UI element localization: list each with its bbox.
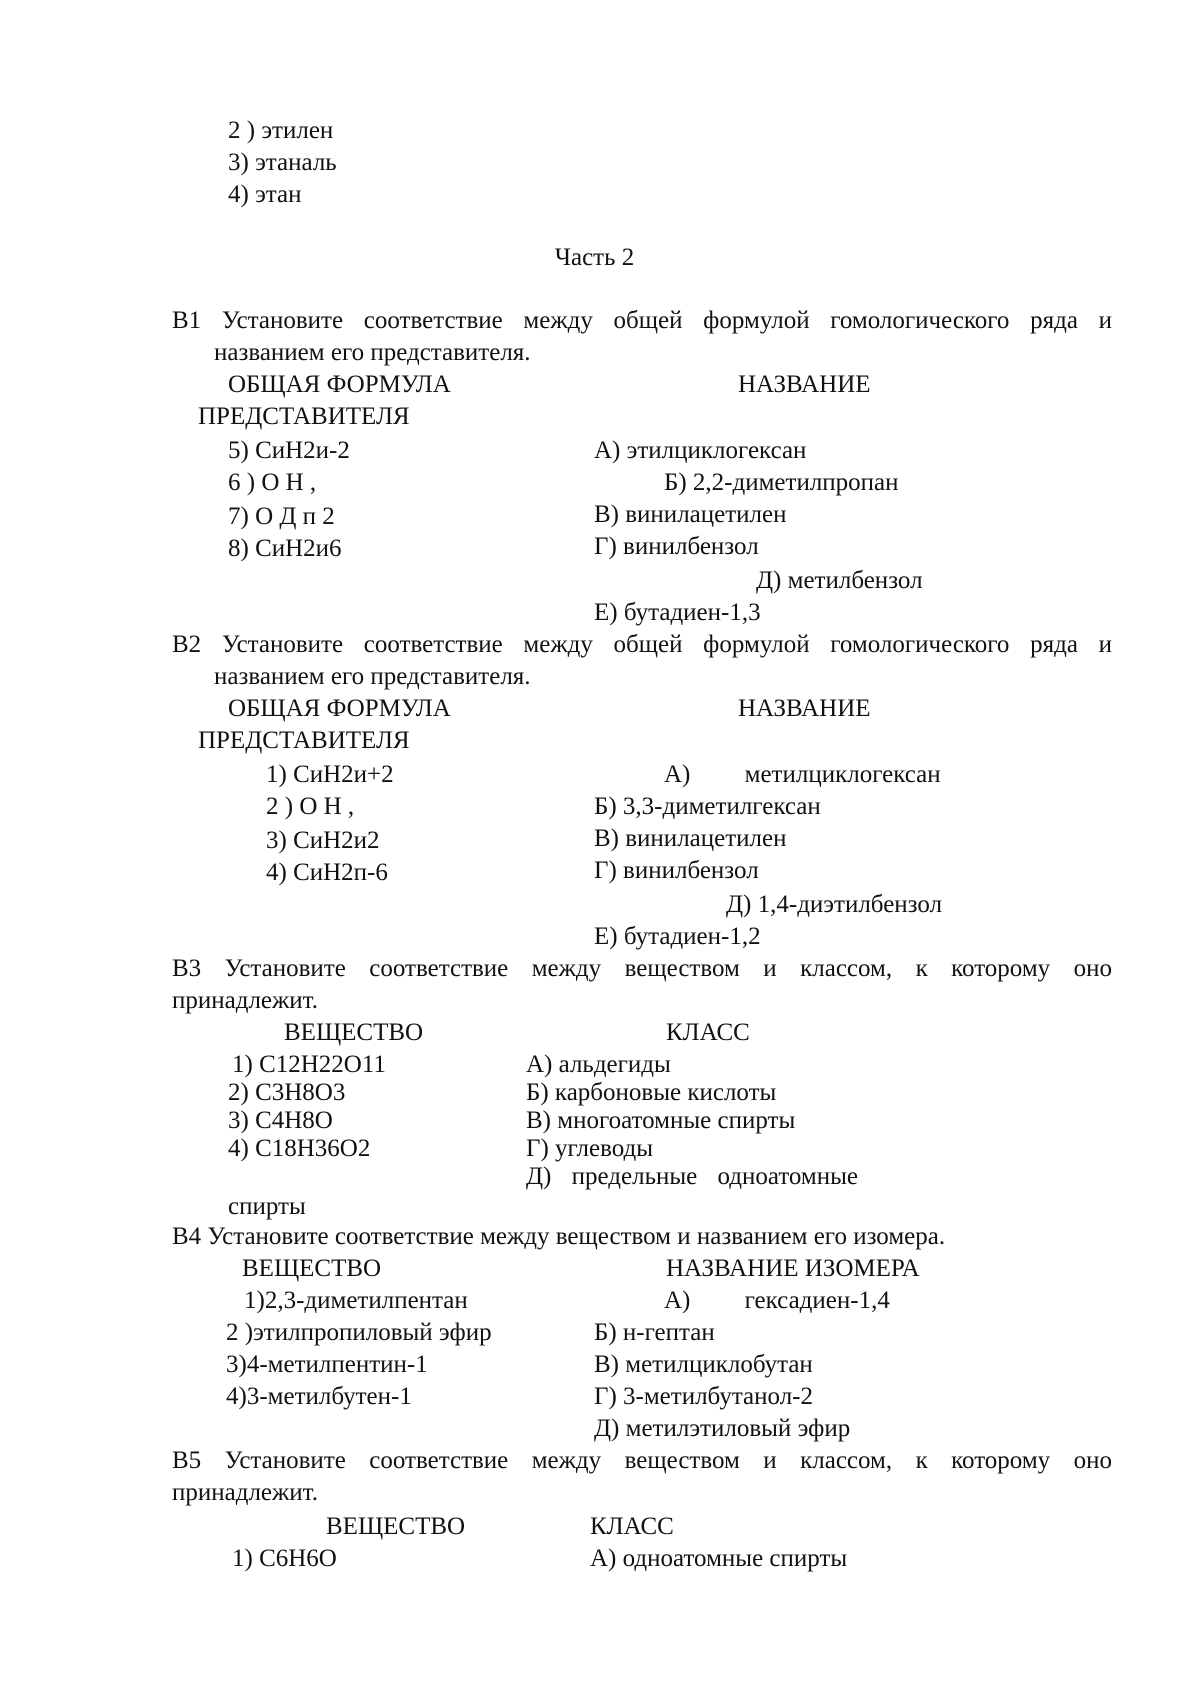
column-header-left: ОБЩАЯ ФОРМУЛА [228, 371, 451, 398]
substance-item: 2 )этилпропиловый эфир [226, 1319, 492, 1346]
column-header-right: НАЗВАНИЕ ИЗОМЕРА [666, 1255, 920, 1282]
formula-item: 2 ) O H , [266, 793, 355, 820]
substance-item: 4) C18H36O2 [228, 1135, 371, 1162]
substance-item: 3)4-метилпентин-1 [226, 1351, 428, 1378]
isomer-item: В) метилциклобутан [594, 1351, 813, 1378]
class-item: В) многоатомные спирты [526, 1107, 796, 1134]
question-b1-cont: названием его представителя. [214, 339, 531, 366]
class-item: А) одноатомные спирты [590, 1545, 848, 1572]
column-header-right: НАЗВАНИЕ [738, 371, 871, 398]
question-b3-cont: принадлежит. [172, 987, 318, 1014]
column-header-right: НАЗВАНИЕ [738, 695, 871, 722]
column-header-right: КЛАСС [666, 1019, 750, 1046]
isomer-item: Г) 3-метилбутанол-2 [594, 1383, 813, 1410]
class-item: Д) предельные одноатомные [526, 1163, 859, 1190]
question-b5-cont: принадлежит. [172, 1479, 318, 1506]
isomer-item: А) гексадиен-1,4 [664, 1287, 890, 1314]
column-header-left: ВЕЩЕСТВО [242, 1255, 382, 1282]
substance-item: 1)2,3-диметилпентан [244, 1287, 468, 1314]
substance-item: 3) C4H8O [228, 1107, 333, 1134]
answer-option: 3) этаналь [228, 149, 337, 176]
question-b3: В3 Установите соответствие между веществом и классом, к которому оно [172, 955, 1112, 982]
column-header-left: ОБЩАЯ ФОРМУЛА [228, 695, 451, 722]
column-header-left-cont: ПРЕДСТАВИТЕЛЯ [198, 727, 410, 754]
name-item: А) метилциклогексан [664, 761, 941, 788]
name-item: Г) винилбензол [594, 857, 759, 884]
name-item: Б) 2,2-диметилпропан [664, 469, 899, 496]
substance-item: 2) C3H8O3 [228, 1079, 346, 1106]
isomer-item: Б) н-гептан [594, 1319, 715, 1346]
answer-option: 2 ) этилен [228, 117, 334, 144]
column-header-left-cont: ПРЕДСТАВИТЕЛЯ [198, 403, 410, 430]
class-item: А) альдегиды [526, 1051, 671, 1078]
formula-item: 6 ) O H , [228, 469, 317, 496]
substance-item: 1) C6H6O [232, 1545, 337, 1572]
question-b1: В1 Установите соответствие между общей формулой гомологического ряда и [172, 307, 1112, 334]
name-item: Е) бутадиен-1,3 [594, 599, 761, 626]
name-item: В) винилацетилен [594, 825, 787, 852]
class-item-cont: спирты [228, 1193, 306, 1220]
substance-item: 4)3-метилбутен-1 [226, 1383, 412, 1410]
formula-item: 8) CиH2и6 [228, 535, 342, 562]
column-header-left: ВЕЩЕСТВО [284, 1019, 424, 1046]
answer-option: 4) этан [228, 181, 302, 208]
name-item: Г) винилбензол [594, 533, 759, 560]
question-b4: В4 Установите соответствие между веществом и названием его изомера. [172, 1223, 946, 1250]
question-b2-cont: названием его представителя. [214, 663, 531, 690]
column-header-left: ВЕЩЕСТВО [326, 1513, 466, 1540]
class-item: Б) карбоновые кислоты [526, 1079, 777, 1106]
substance-item: 1) C12H22O11 [232, 1051, 386, 1078]
name-item: Д) метилбензол [756, 567, 923, 594]
name-item: Б) 3,3-диметилгексан [594, 793, 821, 820]
formula-item: 7) O Д п 2 [228, 503, 335, 530]
class-item: Г) углеводы [526, 1135, 654, 1162]
formula-item: 4) CиH2п-6 [266, 859, 388, 886]
column-header-right: КЛАСС [590, 1513, 674, 1540]
question-b5: В5 Установите соответствие между веществом и классом, к которому оно [172, 1447, 1112, 1474]
name-item: Е) бутадиен-1,2 [594, 923, 761, 950]
name-item: В) винилацетилен [594, 501, 787, 528]
name-item: А) этилциклогексан [594, 437, 807, 464]
part-title: Часть 2 [554, 244, 635, 271]
isomer-item: Д) метилэтиловый эфир [594, 1415, 851, 1442]
name-item: Д) 1,4-диэтилбензол [726, 891, 943, 918]
formula-item: 3) CиH2и2 [266, 827, 380, 854]
formula-item: 1) CиH2и+2 [266, 761, 394, 788]
formula-item: 5) CиH2и-2 [228, 437, 350, 464]
question-b2: В2 Установите соответствие между общей формулой гомологического ряда и [172, 631, 1112, 658]
